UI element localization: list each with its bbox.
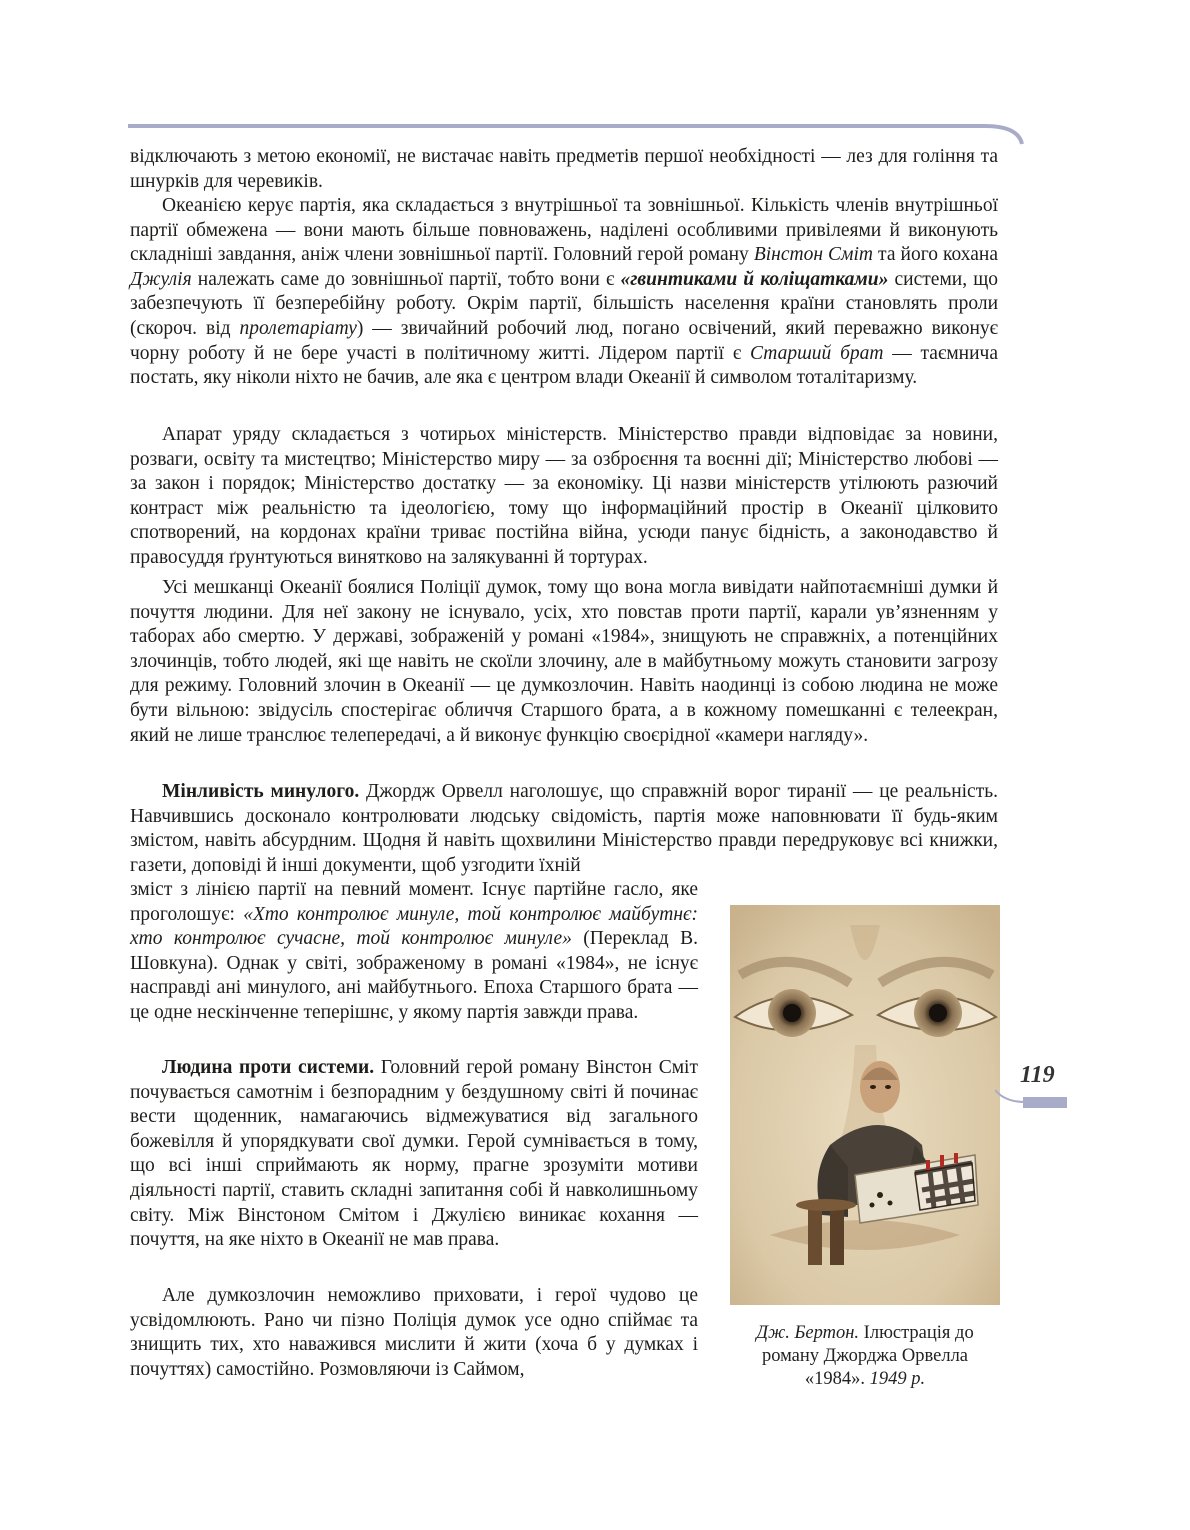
page-number: 119 xyxy=(1020,1062,1055,1088)
paragraph-7: Але думкозлочин неможливо приховати, і герої чудово це усвідомлюють. Рано чи пізно Поліція думок усе одно спіймає та знищить тих, хто наважився мислити й жити (хоча б у думках і почуттях) самостійно. Розмовляючи із Саймом, xyxy=(130,1285,698,1380)
header-rule xyxy=(0,118,1030,148)
section-heading: Мінливість минулого. xyxy=(162,781,360,802)
paragraph-5-continued: зміст з лінією партії на певний момент. Існує партійне гасло, яке проголошує: «Хто контролює минуле, той контролює майбутнє: хто контролює сучасне, той контролює минуле» (Переклад В. Шовкуна). Однак у світі, зображеному в романі «1984», не існує насправді ані минулого, ані майбутнього. Епоха Старшого брата — це одне нескінченне теперішнє, у якому партія завжди права. xyxy=(130,879,698,1023)
paragraph-5: Мінливість минулого. Джордж Орвелл наголошує, що справжній ворог тиранії — це реальність. Навчившись досконало контролювати людську свідомість, партія може наповнювати її будь-яким змістом, навіть абсурдним. Щодня й навіть щохвилини Міністерство правди передруковує всі книжки, газети, доповіді й інші документи, щоб узгодити їхній xyxy=(130,781,998,876)
paragraph-1: відключають з метою економії, не вистачає навіть предметів першої необхідності — лез для гоління та шнурків для черевиків. xyxy=(130,146,998,192)
figure-caption: Дж. Бертон. Ілюстрація до роману Джорджа Орвелла «1984». 1949 р. xyxy=(756,1323,974,1389)
paragraph-3: Апарат уряду складається з чотирьох міністерств. Міністерство правди відповідає за новини, розваги, освіту та мистецтво; Міністерство миру — за озброєння та воєнні дії; Міністерство любові — за закон і порядок; Міністерство достатку — за економіку. Ці назви міністерств утілюють разючий контраст між реальністю та ідеологією, тому що інформаційний простір в Океанії цілковито спотворений, на кордонах країни триває постійна війна, усюди панує бідність, а законодавство й правосуддя ґрунтуються винятково на залякуванні й тортурах. xyxy=(130,424,998,568)
footer-rule xyxy=(995,1088,1070,1112)
chessboard-icon xyxy=(915,1163,975,1210)
section-heading: Людина проти системи. xyxy=(162,1057,375,1078)
paragraph-2: Океанією керує партія, яка складається з внутрішньої та зовнішньої. Кількість членів внутрішньої партії обмежена — вони мають більше повноважень, наділені особливими привілеями й виконують складніші завдання, аніж члени зовнішньої партії. Головний герой роману Вінстон Сміт та його кохана Джулія належать саме до зовнішньої партії, тобто вони є «гвинтиками й коліщатками» системи, що забезпечують її безперебійну роботу. Окрім партії, більшість населення країни становлять проли (скороч. від пролетаріату) — звичайний робочий люд, погано освічений, який переважно виконує чорну роботу й не бере участі в політичному житті. Лідером партії є Старший брат — таємнича постать, яку ніколи ніхто не бачив, але яка є центром влади Океанії й символом тоталітаризму. xyxy=(130,195,999,389)
paragraph-4: Усі мешканці Океанії боялися Поліції думок, тому що вона могла вивідати найпотаємніші думки й почуття людини. Для неї закону не існувало, усіх, хто повстав проти партії, карали ув’язненням у таборах або смертю. У державі, зображеній у романі «1984», знищують не справжніх, а потенційних злочинців, тобто людей, які ще навіть не скоїли злочину, але в майбутньому можуть становити загрозу для режиму. Головний злочин в Океанії — це думкозлочин. Навіть наодинці із собою людина не може бути вільною: звідусіль спостерігає обличчя Старшого брата, а в кожному помешканні є телеекран, який не лише транслює телепередачі, а й виконує функцію своєрідної «камери нагляду». xyxy=(130,577,998,746)
illustration-image xyxy=(730,905,1000,1305)
paragraph-6: Людина проти системи. Головний герой роману Вінстон Сміт почувається самотнім і безпорадним у бездушному світі й починає вести щоденник, намагаючись відмежуватися від загального божевілля й упорядкувати свої думки. Герой сумнівається в тому, що всі інші сприймають як норму, прагне зрозуміти мотиви діяльності партії, ставить складні запитання собі й навколишньому світу. Між Вінстоном Смітом і Джулією виникає кохання — почуття, на яке ніхто в Океанії не мав права. xyxy=(130,1057,698,1251)
